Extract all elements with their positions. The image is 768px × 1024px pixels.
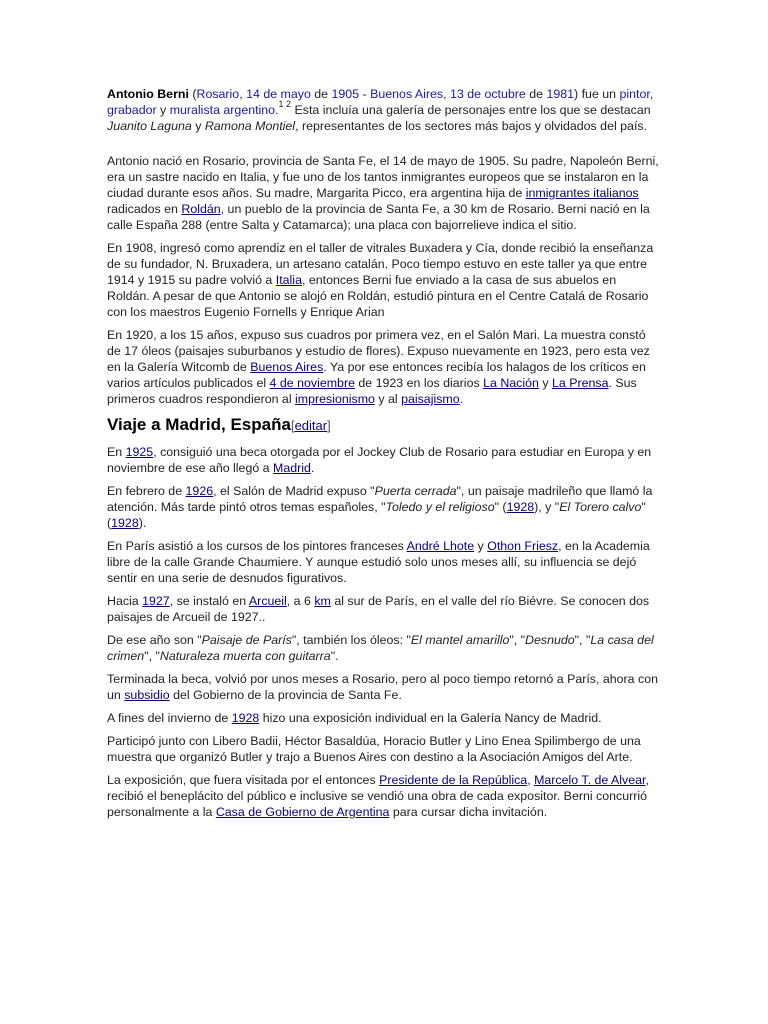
text: En 1908, ingresó como aprendiz en el taller de vitrales Buxadera y Cía, donde recibió la enseñanza de su fundador, N. Bruxadera, un artesano catalán. Poco tiempo estuvo en este taller ya que entre 1914 y 1915 su padre volvió a [107,241,654,287]
link-buenos-aires-2[interactable]: Buenos Aires [250,360,324,374]
text: - [359,87,371,101]
work-title: Toledo y el religioso [385,500,495,514]
work-title: Juanito Laguna [107,119,192,133]
link-andre-lhote[interactable]: André Lhote [406,539,475,553]
link-subsidio[interactable]: subsidio [124,688,170,702]
paragraph-president-visit [107,772,662,820]
paragraph-arcueil [107,593,662,625]
link-buenos-aires[interactable]: Buenos Aires [370,87,444,101]
text: , en la Academia libre de la calle Grande Chaumiere. Y aunque estudió solo unos meses allí, su influencia se dejó sentir en una serie de desnudos figurativos. [107,539,650,585]
text: y [156,103,170,117]
link-grabador[interactable]: grabador [107,103,157,117]
work-title: Desnudo [525,633,575,647]
paragraph-return [107,671,662,703]
text: y [538,376,552,390]
text: " ( [494,500,507,514]
text: Esta incluía una galería de personajes entre los que se destacan [291,103,651,117]
text: , a 6 [286,594,315,608]
text: , un pueblo de la provincia de Santa Fe, a 30 km de Rosario. Berni nació en la calle España 288 (entre Salta y Catamarca); una placa con bajorrelieve indica el sitio. [107,202,650,232]
link-othon-friesz[interactable]: Othon Friesz [487,539,559,553]
link-arcueil[interactable]: Arcueil [248,594,287,608]
paragraph-galeria-nancy [107,710,662,726]
text: radicados en [107,202,182,216]
text: y al [374,392,402,406]
link-birth-year[interactable]: 1905 [331,87,360,101]
text: . [310,461,315,475]
text: A fines del invierno de [107,711,232,725]
link-km[interactable]: km [314,594,331,608]
text: La exposición, que fuera visitada por el entonces [107,773,380,787]
text: Terminada la beca, volvió por unos meses a Rosario, pero al poco tiempo retornó a París, ahora con un [107,672,658,702]
work-title: Ramona Montiel [204,119,296,133]
link-la-prensa[interactable]: La Prensa [551,376,609,390]
text: ), y " [534,500,560,514]
section-title: Viaje a Madrid, España [107,415,291,434]
work-title: La casa del crimen [107,633,654,663]
text: , [649,87,654,101]
work-title: Puerta cerrada [374,484,457,498]
text: , [527,773,535,787]
link-1927[interactable]: 1927 [142,594,170,608]
text: " ( [107,500,646,530]
text: , [443,87,451,101]
text: ", " [509,633,526,647]
text: ", " [574,633,591,647]
text: Participó junto con Libero Badii, Héctor Basaldúa, Horacio Butler y Lino Enea Spilimbergo de una muestra que organizó Butler y trajo a Buenos Aires con destino a la Asociación Amigos del Arte. [107,734,641,764]
work-title: Paisaje de París [201,633,292,647]
text: ). [138,516,147,530]
text: , el Salón de Madrid expuso " [213,484,375,498]
text: hizo una exposición individual en la Galería Nancy de Madrid. [259,711,602,725]
article-body [107,86,662,827]
paragraph-apprentice [107,240,662,320]
link-marcelo-alvear[interactable]: Marcelo T. de Alvear [534,773,646,787]
text: y [191,119,205,133]
text: para cursar dicha invitación. [389,805,548,819]
link-1928-3[interactable]: 1928 [231,711,260,725]
text: En febrero de [107,484,186,498]
text: . [459,392,464,406]
reference-markers[interactable]: 1 2 [278,98,292,109]
text: y [474,539,488,553]
paragraph-birth [107,153,662,233]
text: , se instaló en [169,594,249,608]
text: ", también los óleos: " [291,633,411,647]
paragraph-paris-courses [107,538,662,586]
work-title: El Torero calvo [559,500,642,514]
article-subject-name: Antonio Berni [107,87,189,101]
link-italia[interactable]: Italia [275,273,302,287]
text: . Sus primeros cuadros respondieron al [107,376,637,406]
text: al sur de París, en el valle del río Biévre. Se conocen dos paisajes de Arcueil de 1927.. [107,594,650,624]
text: , representantes de los sectores más bajos y olvidados del país. [295,119,648,133]
link-inmigrantes-italianos[interactable]: inmigrantes italianos [525,186,639,200]
edit-link[interactable]: editar [294,418,328,433]
paragraph-salon-madrid [107,483,662,531]
text: En París asistió a los cursos de los pintores franceses [107,539,407,553]
text: ", un paisaje madrileño que llamó la atención. Más tarde pintó otros temas españoles, " [107,484,653,514]
text: ) fue un [574,87,620,101]
text: ", " [144,649,160,663]
link-death-date[interactable]: 13 de octubre [450,87,526,101]
work-title: El mantel amarillo [410,633,510,647]
text: , recibió el beneplácito del público e inclusive se vendió una obra de cada expositor. Berni concurrió personalmente a la [107,773,649,819]
intro-paragraph [107,86,662,134]
text: Antonio nació en Rosario, provincia de Santa Fe, el 14 de mayo de 1905. Su padre, Napoleón Berni, era un sastre nacido en Italia, y fue uno de los tantos inmigrantes europeos que se instalaron en la ciudad durante esos años. Su madre, Margarita Picco, era argentina hija de [107,154,659,200]
link-1925[interactable]: 1925 [125,445,154,459]
link-la-nacion[interactable]: La Nación [483,376,539,390]
text: Hacia [107,594,143,608]
link-1928-2[interactable]: 1928 [111,516,139,530]
text: . Ya por ese entonces recibía los halagos de los críticos en varios artículos publicados el [107,360,646,390]
text: de [525,87,547,101]
text: ( [188,87,197,101]
work-title: Naturaleza muerta con guitarra [159,649,331,663]
text: , consiguió una beca otorgada por el Jockey Club de Rosario para estudiar en Europa y en noviembre de ese año llegó a [107,445,652,475]
text: En [107,445,126,459]
link-pintor[interactable]: pintor [619,87,650,101]
link-1928[interactable]: 1928 [506,500,535,514]
link-casa-de-gobierno[interactable]: Casa de Gobierno de Argentina [215,805,390,819]
link-death-year[interactable]: 1981 [546,87,575,101]
edit-section [291,418,331,433]
link-roldan[interactable]: Roldán [181,202,221,216]
text: , entonces Berni fue enviado a la casa de sus abuelos en Roldán. A pesar de que Antonio se alojó en Roldán, estudió pintura en el Centre Catalá de Rosario con los maestros Eugenio Fornells y Enrique Arian [107,273,649,319]
paragraph-works-1927 [107,632,662,664]
spacer [107,141,662,153]
link-presidente[interactable]: Presidente de la República [379,773,528,787]
text: de 1923 en los diarios [354,376,484,390]
paragraph-amigos-del-arte [107,733,662,765]
link-impresionismo[interactable]: impresionismo [295,392,375,406]
text: De ese año son " [107,633,202,647]
text: . [275,103,279,117]
text: de [310,87,332,101]
text: del Gobierno de la provincia de Santa Fe. [169,688,402,702]
bracket: ] [327,418,331,433]
section-heading [107,415,662,436]
link-4-de-noviembre[interactable]: 4 de noviembre [269,376,355,390]
text: ". [330,649,339,663]
link-birth-date[interactable]: 14 de mayo [246,87,311,101]
bracket: [ [290,418,295,433]
text: En 1920, a los 15 años, expuso sus cuadros por primera vez, en el Salón Mari. La muestra constó de 17 óleos (paisajes suburbanos y estudio de flores). Expuso nuevamente en 1923, pero esta vez en la Galería Witcomb de [107,328,650,374]
link-madrid[interactable]: Madrid [273,461,311,475]
paragraph-scholarship [107,444,662,476]
link-rosario[interactable]: Rosario [196,87,240,101]
link-muralista[interactable]: muralista argentino [169,103,276,117]
paragraph-first-exhibition [107,327,662,407]
link-1926[interactable]: 1926 [185,484,214,498]
text: , [239,87,247,101]
link-paisajismo[interactable]: paisajismo [401,392,460,406]
